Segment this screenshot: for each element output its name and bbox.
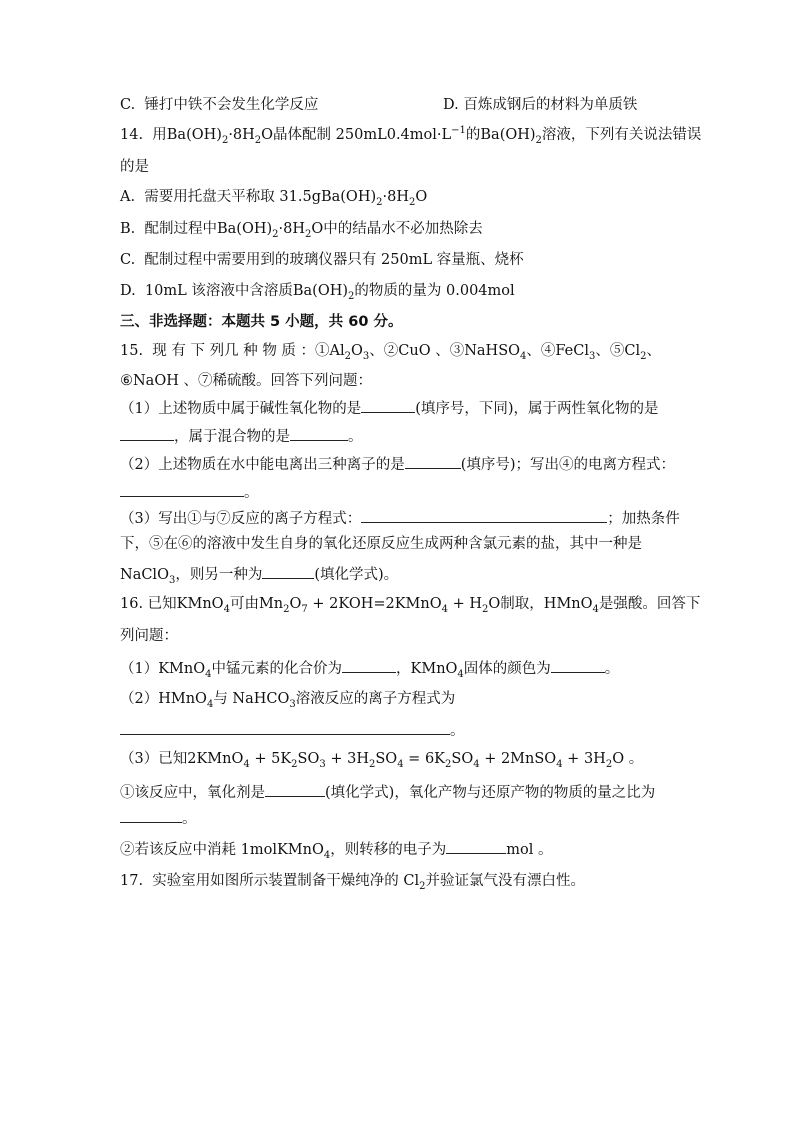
superscript: −1	[451, 125, 466, 137]
text-run: （1）上述物质中属于碱性氧化物的是	[120, 401, 362, 417]
subscript: 4	[441, 603, 449, 615]
text-line	[120, 371, 372, 391]
subscript: 3	[289, 698, 296, 710]
section-heading	[120, 312, 402, 332]
text-run: 中锰元素的化合价为	[211, 661, 343, 677]
text-line	[120, 453, 675, 475]
answer-blank[interactable]	[120, 807, 182, 823]
text-run: 的是	[120, 159, 149, 175]
text-run: NaClO	[120, 567, 169, 583]
subscript: 4	[205, 668, 212, 680]
subscript: 4	[556, 758, 563, 770]
text-run: (填化学式)，氧化产物与还原产物的物质的量之比为	[325, 785, 656, 801]
text-run: 与 NaHCO	[213, 691, 290, 707]
text-run: (填序号)；写出④的电离方程式：	[460, 457, 676, 473]
text-line	[120, 594, 700, 614]
subscript: 2	[408, 196, 416, 208]
text-run: （3）已知2KMnO	[120, 751, 244, 767]
text-run: SO	[451, 751, 474, 767]
text-line	[120, 626, 178, 646]
text-run: = 6K	[403, 751, 446, 767]
answer-blank[interactable]	[361, 507, 607, 523]
text-run: + 3H	[562, 751, 606, 767]
text-run: + H	[448, 596, 483, 612]
text-run: 三、非选择题：本题共 5 小题，共 60 分。	[120, 314, 403, 330]
answer-blank[interactable]	[120, 425, 174, 441]
text-run: mol 。	[506, 842, 553, 858]
text-run: （2）上述物质在水中能电离出三种离子的是	[120, 457, 405, 473]
text-line	[120, 657, 619, 679]
text-run: O制取，HMnO	[488, 596, 593, 612]
text-line	[120, 838, 552, 860]
answer-blank[interactable]	[551, 657, 605, 673]
text-run: 、④FeCl	[526, 343, 589, 359]
text-run: O	[415, 189, 428, 205]
text-run: ·8H	[278, 221, 305, 237]
text-run: 。	[450, 723, 465, 739]
text-run: ，则另一种为	[175, 567, 263, 583]
text-run: 可由Mn	[229, 596, 284, 612]
subscript: 4	[457, 668, 464, 680]
subscript: 2	[291, 758, 298, 770]
answer-blank[interactable]	[265, 781, 325, 797]
subscript: 2	[344, 350, 352, 362]
text-run: 17. 实验室用如图所示装置制备干燥纯净的 Cl	[120, 873, 420, 889]
subscript: 4	[223, 603, 230, 615]
subscript: 4	[473, 758, 480, 770]
text-run: 。	[604, 661, 620, 677]
answer-blank[interactable]	[342, 657, 396, 673]
subscript: 2	[419, 880, 426, 892]
subscript: 4	[397, 758, 404, 770]
text-line	[120, 807, 197, 829]
text-run: ，则转移的电子为	[330, 842, 447, 858]
subscript: 2	[482, 603, 489, 615]
text-run: (填化学式)。	[314, 567, 399, 583]
text-line	[120, 95, 318, 115]
text-run: D. 10mL 该溶液中含溶质Ba(OH)	[120, 283, 349, 299]
text-line	[120, 341, 661, 361]
text-run: C. 配制过程中需要用到的玻璃仪器只有 250mL 容量瓶、烧杯	[120, 252, 524, 268]
subscript: 4	[243, 758, 250, 770]
text-line	[120, 749, 643, 769]
text-line	[120, 397, 659, 419]
subscript: 2	[369, 758, 376, 770]
text-run: A. 需要用托盘天平称取 31.5gBa(OH)	[120, 189, 377, 205]
text-run: （2）HMnO	[120, 691, 207, 707]
text-run: ·8H	[382, 189, 409, 205]
text-run: 。	[244, 485, 259, 501]
text-run: 的物质的量为 0.004mol	[354, 283, 515, 299]
text-line	[120, 281, 515, 301]
text-run: ，KMnO	[396, 661, 458, 677]
text-run: ②若该反应中消耗 1molKMnO	[120, 842, 324, 858]
text-run: (填序号，下同)，属于两性氧化物的是	[415, 401, 659, 417]
subscript: 7	[301, 603, 308, 615]
subscript: 2	[272, 228, 279, 240]
text-run: SO	[375, 751, 398, 767]
text-run: 、⑤Cl	[595, 343, 641, 359]
answer-blank[interactable]	[446, 838, 506, 854]
subscript: 3	[589, 350, 596, 362]
text-line	[120, 781, 655, 803]
answer-blank[interactable]	[290, 425, 348, 441]
text-run: 16. 已知KMnO	[120, 596, 224, 612]
subscript: 4	[520, 350, 527, 362]
subscript: 3	[168, 574, 176, 586]
answer-blank[interactable]	[120, 719, 450, 735]
text-run: 固体的颜色为	[463, 661, 551, 677]
answer-blank[interactable]	[405, 453, 461, 469]
text-run: O晶体配制 250mL0.4mol·L	[261, 127, 452, 143]
answer-blank[interactable]	[361, 397, 415, 413]
text-run: O	[289, 596, 302, 612]
text-line	[120, 250, 524, 270]
text-run: ⑥NaOH 、⑦稀硫酸。回答下列问题：	[120, 373, 372, 389]
text-run: ，属于混合物的是	[174, 429, 290, 445]
text-run: SO	[297, 751, 320, 767]
text-run: + 3H	[325, 751, 369, 767]
text-run: C. 锤打中铁不会发生化学反应	[120, 97, 319, 113]
text-run: O	[351, 343, 363, 359]
text-run: + 2MnSO	[479, 751, 557, 767]
subscript: 4	[206, 698, 214, 710]
subscript: 2	[605, 758, 613, 770]
text-line	[120, 481, 259, 503]
text-run: 14. 用Ba(OH)	[120, 127, 222, 143]
answer-blank[interactable]	[262, 563, 314, 579]
subscript: 3	[319, 758, 326, 770]
text-run: O中的结晶水不必加热除去	[311, 221, 483, 237]
text-line	[120, 689, 455, 709]
text-line	[120, 425, 363, 447]
text-line	[120, 563, 398, 585]
subscript: 2	[221, 134, 229, 146]
subscript: 4	[323, 849, 331, 861]
text-run: + 2KOH=2KMnO	[307, 596, 442, 612]
text-run: + 5K	[249, 751, 292, 767]
text-run: 15. 现 有 下 列几 种 物 质 ：①Al	[120, 343, 345, 359]
answer-blank[interactable]	[120, 481, 244, 497]
text-line	[120, 219, 483, 239]
text-run: 下，⑤在⑥的溶液中发生自身的氧化还原反应生成两种含氯元素的盐，其中一种是	[120, 536, 642, 552]
text-run: B. 配制过程中Ba(OH)	[120, 221, 273, 237]
text-run: 的Ba(OH)	[465, 127, 536, 143]
subscript: 2	[283, 603, 290, 615]
text-run: 列问题：	[120, 628, 178, 644]
subscript: 4	[592, 603, 599, 615]
subscript: 2	[305, 228, 312, 240]
option-d-text: D. 百炼成钢后的材料为单质铁	[443, 97, 638, 113]
text-line	[120, 157, 149, 177]
subscript: 2	[376, 196, 383, 208]
text-run: 。	[348, 429, 363, 445]
subscript: 2	[535, 134, 542, 146]
subscript: 2	[254, 134, 262, 146]
text-run: 溶液，下列有关说法错误	[541, 127, 702, 143]
text-run: O 。	[612, 751, 644, 767]
text-run: ·8H	[228, 127, 255, 143]
text-run: ①该反应中，氧化剂是	[120, 785, 265, 801]
text-line	[120, 534, 642, 554]
text-run: 。	[182, 811, 197, 827]
text-run: （3）写出①与⑦反应的离子方程式：	[120, 511, 362, 527]
text-run: （1）KMnO	[120, 661, 206, 677]
text-line	[120, 507, 680, 529]
subscript: 2	[348, 290, 355, 302]
text-run: 并验证氯气没有漂白性。	[425, 873, 585, 889]
text-run: 溶液反应的离子方程式为	[295, 691, 456, 707]
text-line	[120, 125, 701, 145]
text-line	[120, 719, 465, 741]
subscript: 2	[445, 758, 452, 770]
text-run: 、	[646, 343, 661, 359]
text-line	[120, 871, 585, 891]
text-run: 、②CuO 、③NaHSO	[369, 343, 521, 359]
subscript: 2	[640, 350, 647, 362]
text-run: ；加热条件	[607, 511, 680, 527]
text-line	[120, 187, 427, 207]
subscript: 3	[362, 350, 370, 362]
text-run: 是强酸。回答下	[598, 596, 701, 612]
